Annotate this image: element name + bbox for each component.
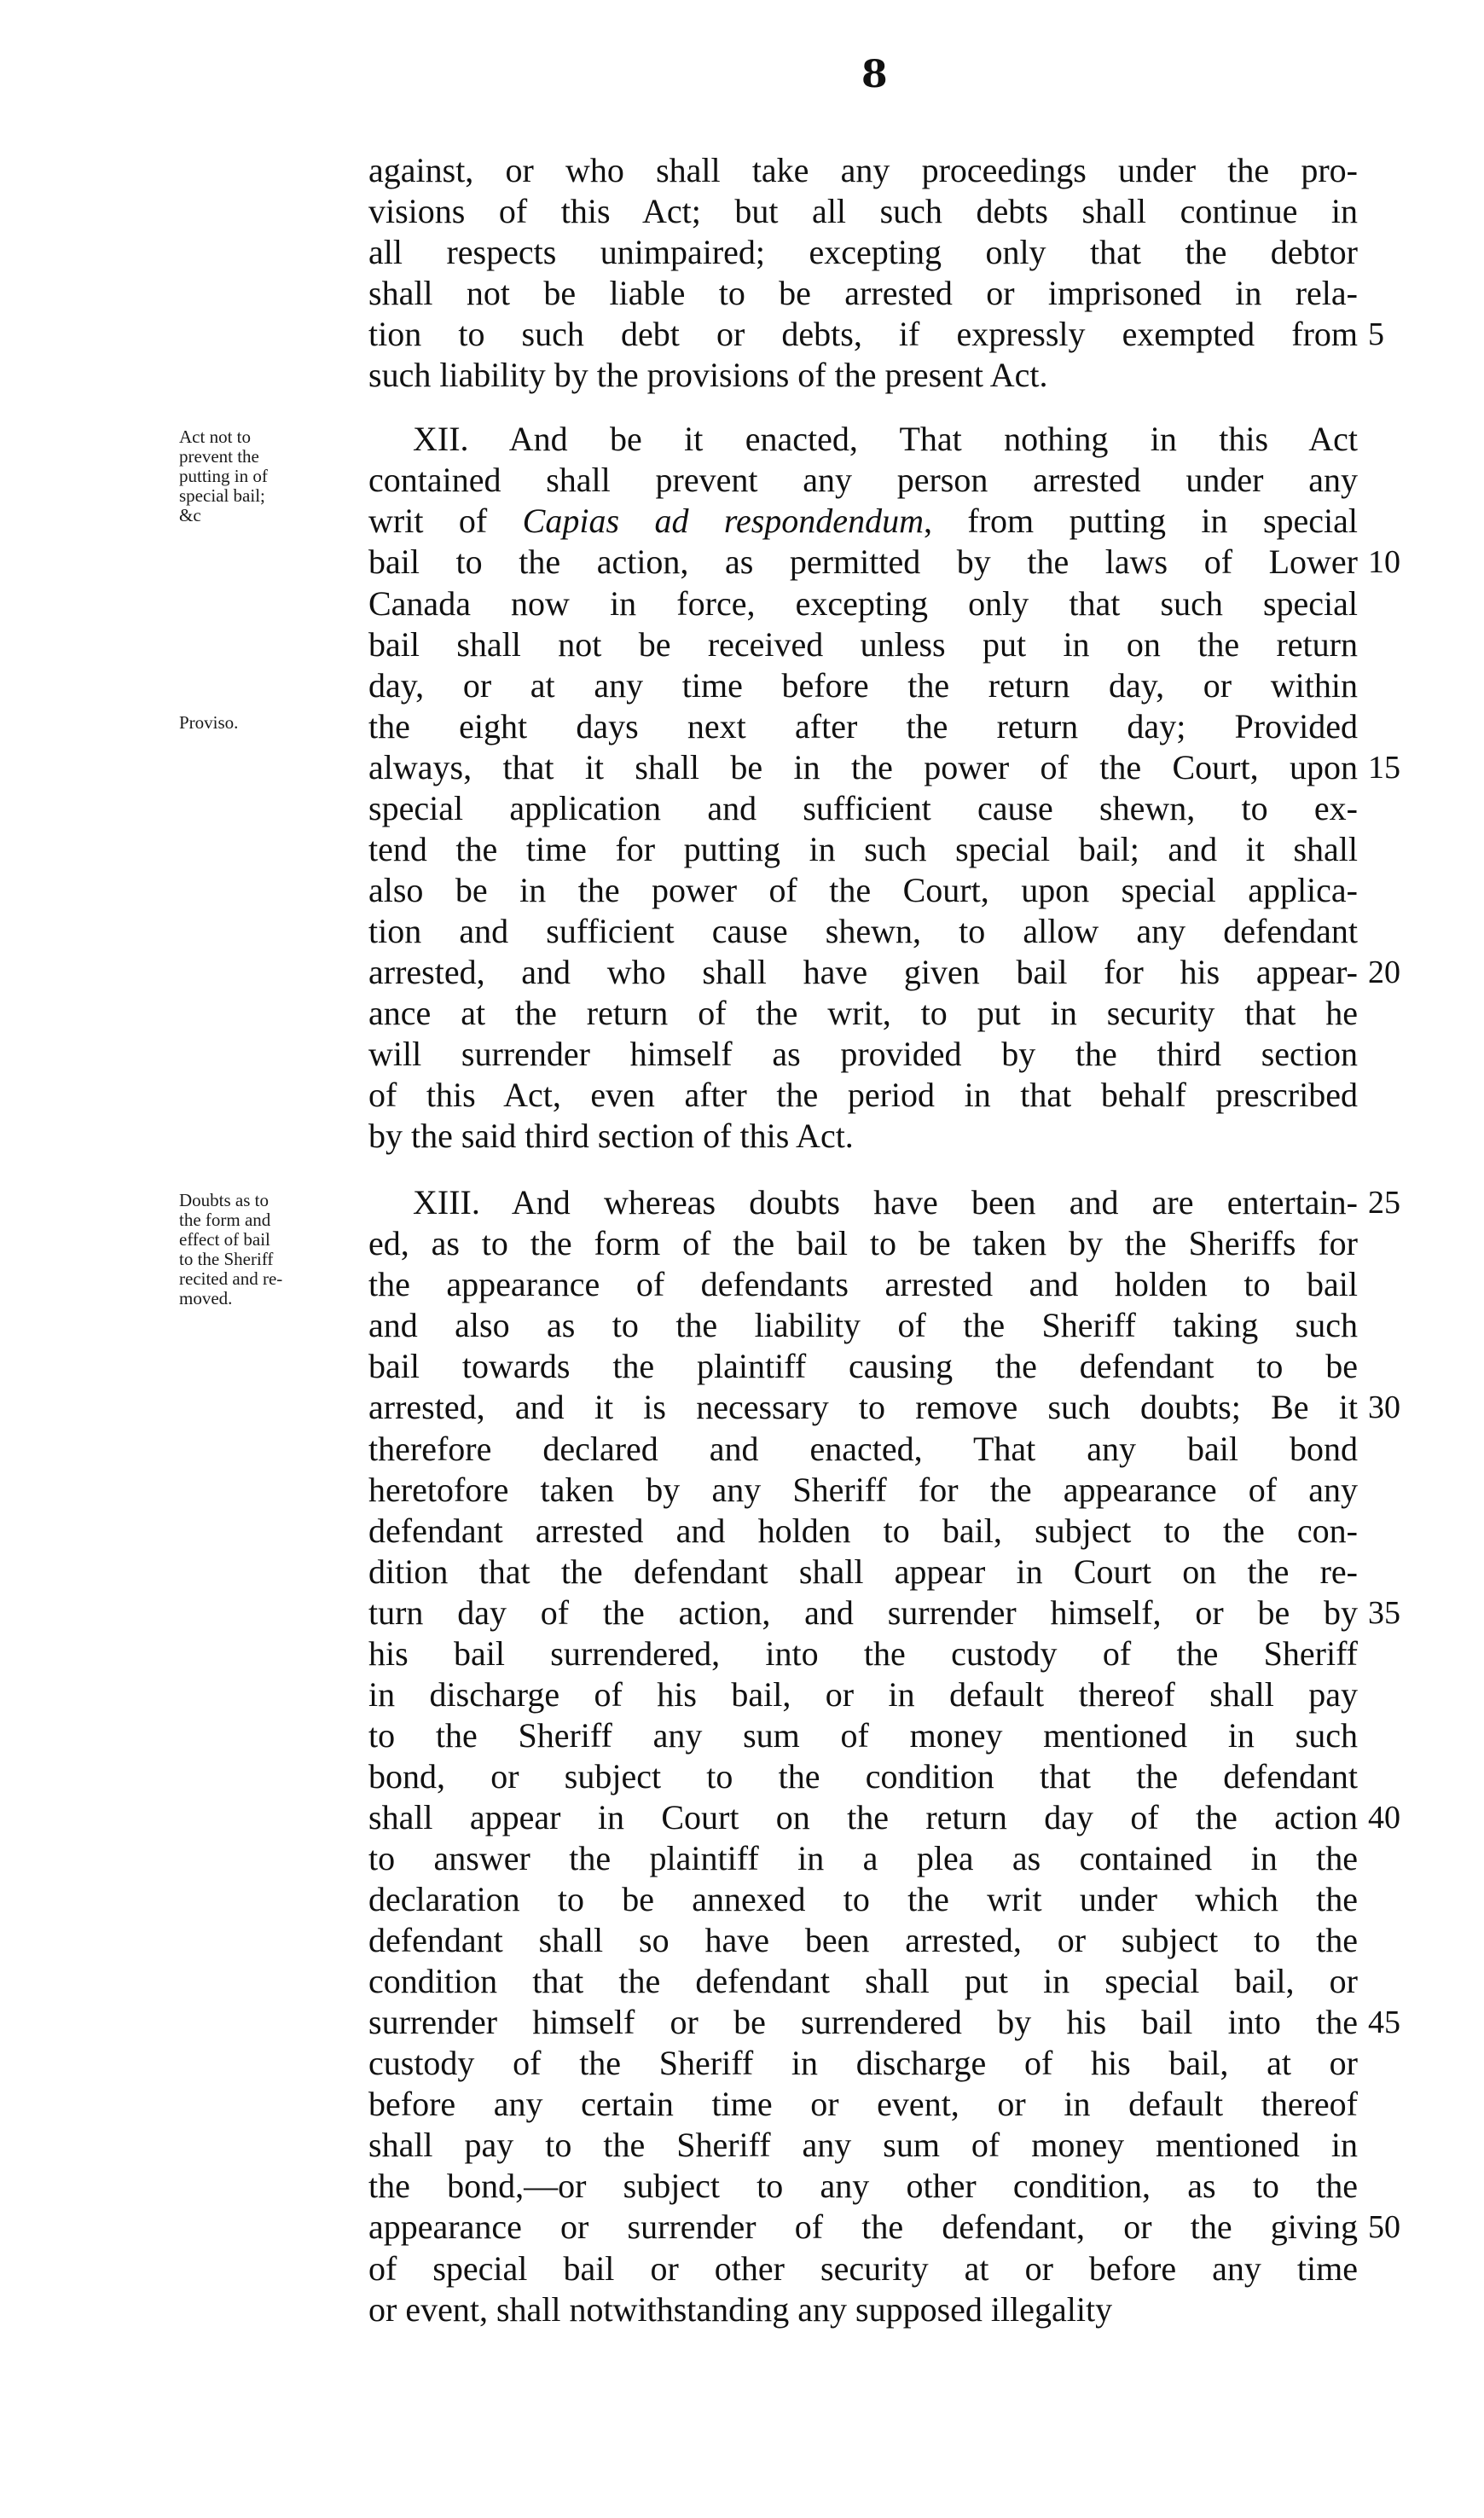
body-line: contained shall prevent any person arrested under any [368, 461, 1358, 499]
margin-note-line: &c [179, 505, 201, 525]
line-number: 25 [1368, 1185, 1400, 1221]
body-line: to answer the plaintiff in a plea as contained in the [368, 1839, 1358, 1877]
line-number: 15 [1368, 750, 1400, 786]
body-line: or event, shall notwithstanding any supposed illegality [368, 2290, 1113, 2329]
body-line: special application and sufficient cause shewn, to ex- [368, 789, 1358, 827]
body-line: in discharge of his bail, or in default thereof shall pay [368, 1675, 1358, 1714]
margin-note-line: Proviso. [179, 712, 239, 733]
body-line: defendant shall so have been arrested, or subject to the [368, 1921, 1358, 1959]
body-line: shall not be liable to be arrested or imprisoned in rela- [368, 274, 1358, 312]
body-line: the appearance of defendants arrested and holden to bail [368, 1265, 1358, 1303]
body-line: the eight days next after the return day; Provided [368, 707, 1358, 746]
body-line: custody of the Sheriff in discharge of his bail, at or [368, 2044, 1358, 2082]
body-line: against, or who shall take any proceedings under the pro- [368, 151, 1358, 189]
body-line: tion and sufficient cause shewn, to allow any defendant [368, 912, 1358, 950]
body-line: writ of Capias ad respondendum, from putting in special [368, 502, 1358, 540]
body-line: all respects unimpaired; excepting only that the debtor [368, 233, 1358, 271]
margin-note [179, 713, 350, 733]
body-line: and also as to the liability of the Sheriff taking such [368, 1306, 1358, 1344]
body-line: surrender himself or be surrendered by his bail into the [368, 2003, 1358, 2041]
body-line: his bail surrendered, into the custody of the Sheriff [368, 1634, 1358, 1673]
body-line: by the said third section of this Act. [368, 1117, 854, 1155]
line-number: 10 [1368, 544, 1400, 580]
body-line: also be in the power of the Court, upon special applica- [368, 871, 1358, 909]
body-line: shall appear in Court on the return day of the action [368, 1798, 1358, 1836]
body-line: of special bail or other security at or before any time [368, 2249, 1358, 2288]
body-line: day, or at any time before the return day, or within [368, 666, 1358, 705]
body-line: the bond,—or subject to any other condition, as to the [368, 2167, 1358, 2205]
margin-note [179, 427, 350, 525]
body-line: ance at the return of the writ, to put in security that he [368, 994, 1358, 1032]
line-number: 30 [1368, 1390, 1400, 1425]
body-line: bail towards the plaintiff causing the defendant to be [368, 1347, 1358, 1385]
body-line: shall pay to the Sheriff any sum of money mentioned in [368, 2126, 1358, 2164]
body-line: condition that the defendant shall put in special bail, or [368, 1962, 1358, 2000]
body-line: bail to the action, as permitted by the laws of Lower [368, 542, 1358, 581]
body-line: defendant arrested and holden to bail, subject to the con- [368, 1511, 1358, 1550]
margin-note-line: putting in of [179, 466, 268, 486]
body-line: XIII. And whereas doubts have been and are entertain- [413, 1183, 1358, 1221]
body-line: heretofore taken by any Sheriff for the appearance of any [368, 1471, 1358, 1509]
body-line: arrested, and who shall have given bail for his appear- [368, 953, 1358, 991]
margin-note-line: to the Sheriff [179, 1249, 274, 1269]
line-number: 50 [1368, 2209, 1400, 2245]
body-line: therefore declared and enacted, That any bail bond [368, 1430, 1358, 1468]
margin-note-line: special bail; [179, 485, 265, 506]
margin-note-line: the form and [179, 1210, 271, 1230]
margin-note-line: recited and re- [179, 1268, 283, 1289]
margin-note-line: effect of bail [179, 1229, 270, 1250]
body-line: tend the time for putting in such special bail; and it shall [368, 830, 1358, 868]
line-number: 20 [1368, 954, 1400, 990]
body-line: Canada now in force, excepting only that such special [368, 584, 1358, 623]
body-line: tion to such debt or debts, if expressly exempted from [368, 315, 1358, 353]
body-line: to the Sheriff any sum of money mentioned in such [368, 1716, 1358, 1755]
body-line: will surrender himself as provided by the third section [368, 1035, 1358, 1073]
body-line: appearance or surrender of the defendant, or the giving [368, 2208, 1358, 2246]
line-number: 5 [1368, 316, 1384, 352]
line-number: 45 [1368, 2005, 1400, 2040]
body-line: declaration to be annexed to the writ under which the [368, 1880, 1358, 1918]
margin-note-line: Act not to [179, 426, 251, 447]
body-line: bond, or subject to the condition that the defendant [368, 1757, 1358, 1796]
body-line: turn day of the action, and surrender himself, or be by [368, 1593, 1358, 1632]
margin-note-line: prevent the [179, 446, 259, 467]
body-line: visions of this Act; but all such debts shall continue in [368, 192, 1358, 230]
body-line: always, that it shall be in the power of the Court, upon [368, 748, 1358, 786]
line-number: 40 [1368, 1800, 1400, 1836]
page-number: 8 [861, 53, 888, 96]
body-line: such liability by the provisions of the present Act. [368, 356, 1048, 394]
body-line: XII. And be it enacted, That nothing in this Act [413, 420, 1358, 458]
margin-note-line: Doubts as to [179, 1190, 269, 1210]
line-number: 35 [1368, 1595, 1400, 1631]
body-line: of this Act, even after the period in that behalf prescribed [368, 1076, 1358, 1114]
body-line: ed, as to the form of the bail to be taken by the Sheriffs for [368, 1224, 1358, 1262]
body-line: dition that the defendant shall appear in Court on the re- [368, 1552, 1358, 1591]
body-line: bail shall not be received unless put in on the return [368, 625, 1358, 664]
body-line: before any certain time or event, or in default thereof [368, 2085, 1358, 2123]
body-line: arrested, and it is necessary to remove such doubts; Be it [368, 1388, 1358, 1426]
margin-note [179, 1191, 350, 1308]
margin-note-line: moved. [179, 1288, 233, 1308]
